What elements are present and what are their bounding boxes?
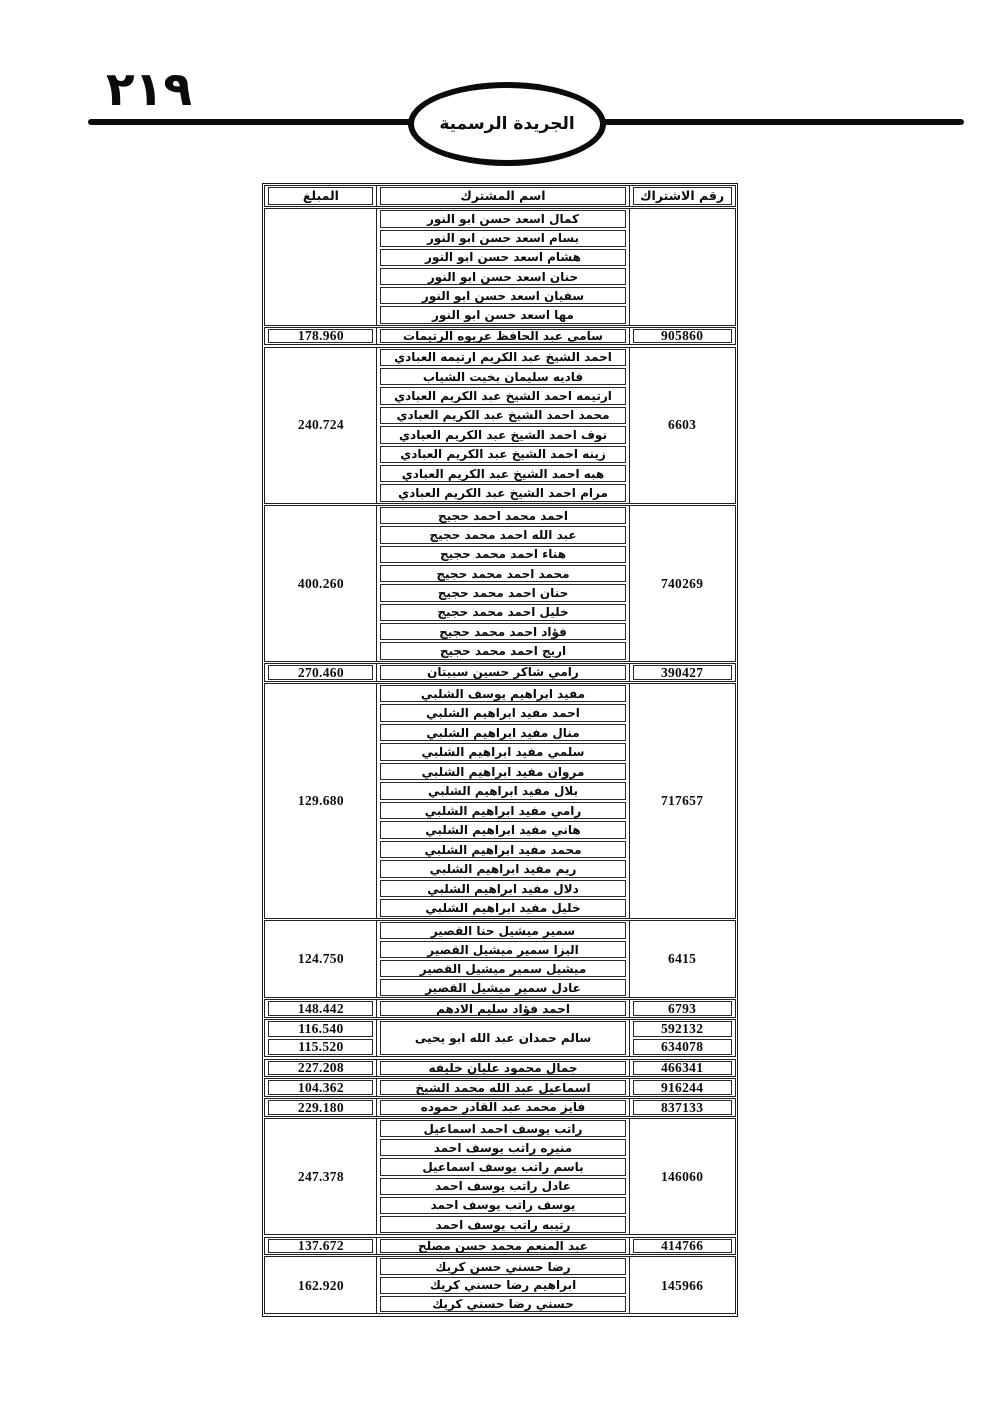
- subscriber-name: خليل احمد محمد حجيج: [380, 604, 625, 621]
- amount-value: 270.460: [268, 665, 373, 679]
- column-header-number-cell: [629, 186, 735, 206]
- table-group-row: [264, 208, 735, 325]
- subscription-number-cell: [629, 684, 735, 918]
- table-group-row: [264, 663, 735, 681]
- subscriber-name: عادل سمير ميشيل القصير: [380, 979, 625, 996]
- subscriber-name: كمال اسعد حسن ابو النور: [380, 210, 625, 227]
- subscriber-name: سامي عبد الحافظ عريوه الرتيمات: [380, 329, 625, 343]
- table-group-row: [264, 1256, 735, 1314]
- subscriber-name: حنان اسعد حسن ابو النور: [380, 268, 625, 285]
- gazette-title: الجريدة الرسمية: [439, 114, 575, 134]
- gazette-ellipse-stamp: [408, 82, 606, 166]
- subscriber-name: رضا حسني حسن كريك: [380, 1258, 625, 1275]
- subscription-number-cell: [629, 1238, 735, 1254]
- subscriber-names-cell: [377, 1257, 628, 1313]
- subscription-number: 146060: [660, 1168, 704, 1184]
- table-header-row: [264, 185, 735, 207]
- amount-value: 162.920: [297, 1277, 344, 1293]
- amount-value: 116.540: [268, 1021, 373, 1037]
- subscription-number: 916244: [633, 1080, 732, 1094]
- subscription-number: 6603: [668, 417, 697, 433]
- table-group-row: [264, 505, 735, 662]
- amount-cell: [265, 1060, 377, 1076]
- table-groups: [264, 208, 735, 1314]
- subscriber-name: هاني مفيد ابراهيم الشلبي: [380, 821, 625, 839]
- subscription-number-cell: [629, 921, 735, 997]
- page-number: ٢١٩: [106, 62, 193, 117]
- subscriber-name: ميشيل سمير ميشيل القصير: [380, 960, 625, 977]
- subscriber-name: عبد الله احمد محمد حجيج: [380, 526, 625, 543]
- subscriber-names-cell: [377, 1238, 628, 1254]
- subscriber-name: احمد فؤاد سليم الادهم: [380, 1001, 625, 1015]
- subscription-number: 634078: [633, 1039, 732, 1055]
- table-group-row: [264, 920, 735, 998]
- subscriber-name: محمد احمد الشيخ عبد الكريم العبادي: [380, 407, 625, 424]
- subscription-number: 145966: [660, 1277, 704, 1293]
- subscriber-names-cell: [377, 1020, 628, 1056]
- subscribers-table: [262, 183, 738, 1317]
- subscription-number-cell: [629, 348, 735, 503]
- subscription-number: 837133: [633, 1100, 732, 1114]
- amount-value: 229.180: [268, 1100, 373, 1114]
- amount-value: 115.520: [268, 1039, 373, 1055]
- amount-cell: [265, 506, 377, 661]
- subscription-number: 6415: [668, 951, 697, 967]
- subscription-number: 717657: [660, 793, 704, 809]
- amount-cell: [265, 1238, 377, 1254]
- subscriber-name: خليل مفيد ابراهيم الشلبي: [380, 899, 625, 917]
- subscriber-name: فايز محمد عبد القادر حموده: [380, 1100, 625, 1114]
- subscriber-names-cell: [377, 921, 628, 997]
- table-group-row: [264, 347, 735, 504]
- subscriber-name: احمد الشيخ عبد الكريم ارتيمه العبادي: [380, 349, 625, 366]
- amount-value: 227.208: [268, 1061, 373, 1075]
- amount-cell: [265, 328, 377, 344]
- amount-value: 240.724: [297, 417, 344, 433]
- subscription-number: 592132: [633, 1021, 732, 1037]
- subscriber-name: عبد المنعم محمد حسن مصلح: [380, 1239, 625, 1253]
- subscription-number-cell: [629, 1079, 735, 1095]
- subscriber-names-cell: [377, 209, 628, 324]
- subscriber-name: احمد مفيد ابراهيم الشلبي: [380, 704, 625, 722]
- subscriber-name: نوف احمد الشيخ عبد الكريم العبادي: [380, 426, 625, 443]
- amount-cell: [265, 1119, 377, 1234]
- subscription-number: 414766: [633, 1239, 732, 1253]
- table-group-row: [264, 327, 735, 345]
- table-group-row: [264, 1059, 735, 1077]
- subscriber-name: رامي شاكر حسين سبيتان: [380, 665, 625, 679]
- subscriber-name: اريج احمد محمد حجيج: [380, 642, 625, 659]
- table-group-row: [264, 1078, 735, 1096]
- amount-value: 124.750: [297, 951, 344, 967]
- subscription-number: 740269: [660, 575, 704, 591]
- subscription-number-cell: [629, 664, 735, 680]
- amount-cell: [265, 209, 377, 324]
- subscription-number-cell: [629, 1119, 735, 1234]
- subscription-number-cell: [629, 209, 735, 324]
- subscriber-name: حسني رضا حسني كريك: [380, 1296, 625, 1313]
- subscriber-name: بسام اسعد حسن ابو النور: [380, 230, 625, 247]
- subscriber-name: سلمي مفيد ابراهيم الشلبي: [380, 743, 625, 761]
- amount-value: 129.680: [297, 793, 344, 809]
- subscriber-name: هناء احمد محمد حجيج: [380, 546, 625, 563]
- table-group-row: [264, 1098, 735, 1116]
- subscriber-name: احمد محمد احمد حجيج: [380, 507, 625, 524]
- column-header-number: رقم الاشتراك: [633, 187, 732, 205]
- subscriber-name: بلال مفيد ابراهيم الشلبي: [380, 782, 625, 800]
- subscriber-name: فاديه سليمان بخيت الشياب: [380, 368, 625, 385]
- amount-value: 137.672: [268, 1239, 373, 1253]
- subscriber-names-cell: [377, 506, 628, 661]
- amount-cell: [265, 1020, 377, 1056]
- subscriber-name: جمال محمود عليان خليفه: [380, 1061, 625, 1075]
- subscriber-names-cell: [377, 348, 628, 503]
- amount-value: 247.378: [297, 1168, 344, 1184]
- column-header-name: اسم المشترك: [380, 187, 625, 205]
- subscription-number: 466341: [633, 1061, 732, 1075]
- amount-cell: [265, 664, 377, 680]
- amount-cell: [265, 921, 377, 997]
- amount-cell: [265, 348, 377, 503]
- table-group-row: [264, 1237, 735, 1255]
- subscriber-name: زينه احمد الشيخ عبد الكريم العبادي: [380, 446, 625, 463]
- subscriber-name: راتب يوسف احمد اسماعيل: [380, 1120, 625, 1137]
- subscriber-name: ابراهيم رضا حسني كريك: [380, 1277, 625, 1294]
- subscription-number-cell: [629, 1000, 735, 1016]
- subscriber-names-cell: [377, 664, 628, 680]
- amount-value: 178.960: [268, 329, 373, 343]
- subscriber-name: عادل راتب يوسف احمد: [380, 1178, 625, 1195]
- subscriber-name: محمد احمد محمد حجيج: [380, 565, 625, 582]
- subscription-number-cell: [629, 328, 735, 344]
- subscriber-name: ريم مفيد ابراهيم الشلبي: [380, 860, 625, 878]
- subscription-number: 905860: [633, 329, 732, 343]
- amount-cell: [265, 1257, 377, 1313]
- amount-value: 104.362: [268, 1080, 373, 1094]
- amount-cell: [265, 1000, 377, 1016]
- amount-value: 400.260: [297, 575, 344, 591]
- subscriber-name: هشام اسعد حسن ابو النور: [380, 249, 625, 266]
- column-header-amount-cell: [265, 186, 377, 206]
- subscriber-name: مرام احمد الشيخ عبد الكريم العبادي: [380, 484, 625, 501]
- subscriber-names-cell: [377, 1060, 628, 1076]
- subscriber-name: يوسف راتب يوسف احمد: [380, 1197, 625, 1214]
- subscriber-name: دلال مفيد ابراهيم الشلبي: [380, 880, 625, 898]
- subscriber-names-cell: [377, 684, 628, 918]
- table-group-row: [264, 1118, 735, 1235]
- subscriber-name: اليزا سمير ميشيل القصير: [380, 941, 625, 958]
- subscriber-name: فؤاد احمد محمد حجيج: [380, 623, 625, 640]
- subscriber-names-cell: [377, 1119, 628, 1234]
- subscription-number-cell: [629, 1257, 735, 1313]
- subscription-number-cell: [629, 506, 735, 661]
- subscriber-name: منال مفيد ابراهيم الشلبي: [380, 724, 625, 742]
- subscriber-names-cell: [377, 1079, 628, 1095]
- table-group-row: [264, 683, 735, 919]
- column-header-amount: المبلغ: [268, 187, 373, 205]
- subscriber-name: سمير ميشيل حنا القصير: [380, 922, 625, 939]
- subscriber-name: منيره راتب يوسف احمد: [380, 1139, 625, 1156]
- subscriber-name: حنان احمد محمد حجيج: [380, 584, 625, 601]
- subscriber-name: مروان مفيد ابراهيم الشلبي: [380, 763, 625, 781]
- amount-cell: [265, 684, 377, 918]
- subscriber-name: باسم راتب يوسف اسماعيل: [380, 1158, 625, 1175]
- column-header-name-cell: [377, 186, 628, 206]
- subscriber-name: مها اسعد حسن ابو النور: [380, 306, 625, 323]
- amount-cell: [265, 1099, 377, 1115]
- subscriber-name: اسماعيل عبد الله محمد الشيخ: [380, 1080, 625, 1094]
- table-group-row: [264, 999, 735, 1017]
- subscriber-names-cell: [377, 1000, 628, 1016]
- subscriber-name: مفيد ابراهيم يوسف الشلبي: [380, 685, 625, 703]
- amount-value: 148.442: [268, 1001, 373, 1015]
- subscription-number-cell: [629, 1020, 735, 1056]
- subscriber-name: سفيان اسعد حسن ابو النور: [380, 287, 625, 304]
- subscription-number-cell: [629, 1099, 735, 1115]
- subscriber-name: هبه احمد الشيخ عبد الكريم العبادي: [380, 465, 625, 482]
- subscriber-name: ارتيمه احمد الشيخ عبد الكريم العبادي: [380, 387, 625, 404]
- subscription-number: 6793: [633, 1001, 732, 1015]
- amount-cell: [265, 1079, 377, 1095]
- subscriber-name: رامي مفيد ابراهيم الشلبي: [380, 802, 625, 820]
- subscription-number: 390427: [633, 665, 732, 679]
- subscriber-name: محمد مفيد ابراهيم الشلبي: [380, 841, 625, 859]
- table-group-row: [264, 1019, 735, 1057]
- subscriber-names-cell: [377, 328, 628, 344]
- subscriber-names-cell: [377, 1099, 628, 1115]
- subscription-number-cell: [629, 1060, 735, 1076]
- subscriber-name: سالم حمدان عبد الله ابو يحيى: [380, 1021, 625, 1055]
- subscriber-name: رتيبه راتب يوسف احمد: [380, 1216, 625, 1233]
